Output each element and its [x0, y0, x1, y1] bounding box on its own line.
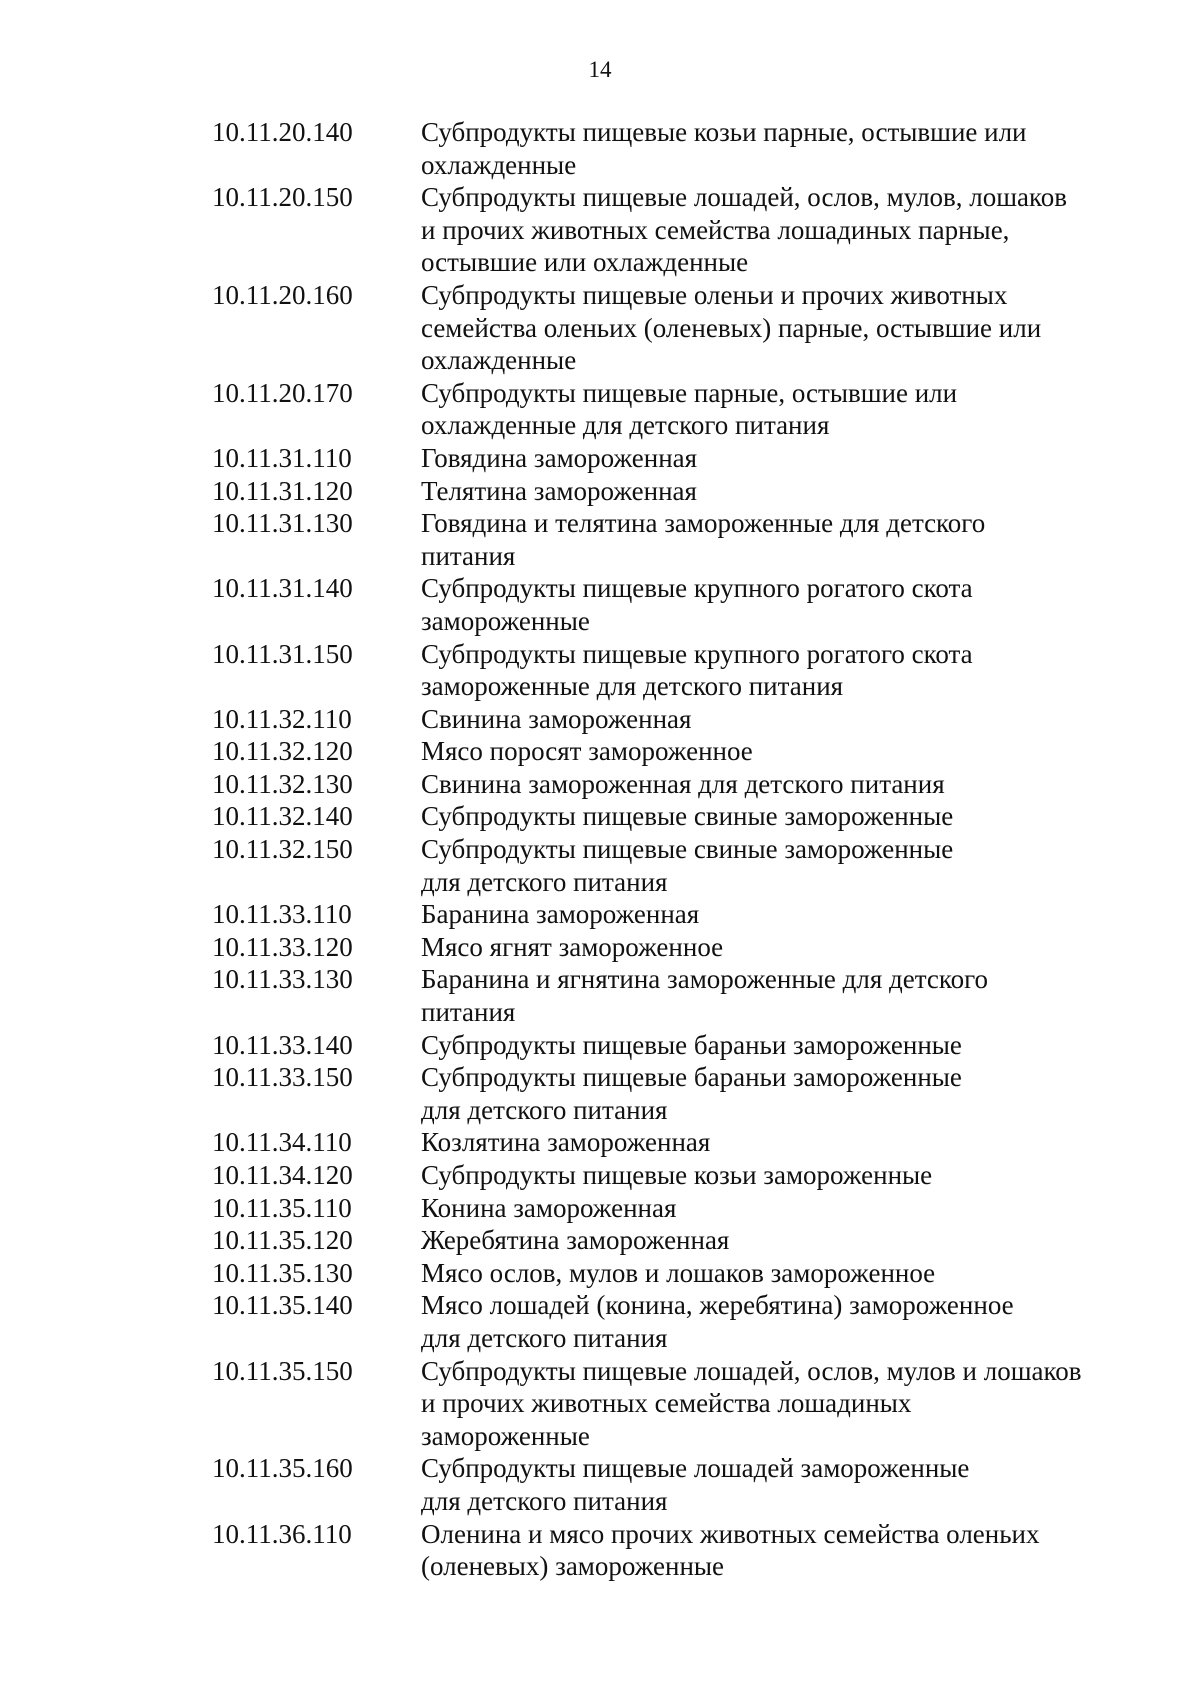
product-description [421, 931, 1141, 964]
product-description [421, 898, 1141, 931]
description-line: охлажденные [421, 149, 577, 180]
product-code: 10.11.33.150 [212, 1062, 353, 1093]
description-line: Субпродукты пищевые лошадей замороженные [421, 1453, 970, 1484]
description-line: Говядина и телятина замороженные для детского [421, 508, 986, 539]
product-code: 10.11.20.150 [212, 182, 353, 213]
product-description [421, 1224, 1141, 1257]
product-description [421, 638, 1141, 703]
description-line: Мясо ягнят замороженное [421, 931, 724, 962]
description-line: Баранина и ягнятина замороженные для детского [421, 964, 989, 995]
description-line: и прочих животных семейства лошадиных [421, 1388, 912, 1419]
product-code: 10.11.35.150 [212, 1355, 353, 1386]
description-line: Мясо ослов, мулов и лошаков замороженное [421, 1257, 936, 1288]
description-line: Свинина замороженная для детского питания [421, 768, 945, 799]
product-code: 10.11.35.110 [212, 1192, 352, 1223]
description-line: Субпродукты пищевые парные, остывшие или [421, 377, 958, 408]
product-description [421, 1159, 1141, 1192]
list-item [0, 1159, 1200, 1192]
description-line: для детского питания [421, 1094, 668, 1125]
product-description [421, 181, 1141, 279]
list-item [0, 181, 1200, 279]
product-description [421, 1029, 1141, 1062]
product-code: 10.11.32.120 [212, 736, 353, 767]
list-item [0, 931, 1200, 964]
product-code: 10.11.35.120 [212, 1225, 353, 1256]
description-line: замороженные [421, 605, 590, 636]
product-description [421, 1289, 1141, 1354]
description-line: семейства оленьих (оленевых) парные, остывшие или [421, 312, 1042, 343]
product-code: 10.11.31.150 [212, 638, 353, 669]
description-line: замороженные для детского питания [421, 671, 844, 702]
description-line: охлажденные для детского питания [421, 410, 830, 441]
description-line: Жеребятина замороженная [421, 1225, 730, 1256]
list-item [0, 572, 1200, 637]
product-description [421, 1257, 1141, 1290]
product-code: 10.11.31.140 [212, 573, 353, 604]
product-code: 10.11.34.110 [212, 1127, 352, 1158]
list-item [0, 1257, 1200, 1290]
list-item [0, 1289, 1200, 1354]
description-line: Субпродукты пищевые крупного рогатого скота [421, 638, 973, 669]
product-description [421, 1192, 1141, 1225]
product-code: 10.11.31.120 [212, 475, 353, 506]
list-item [0, 768, 1200, 801]
product-code: 10.11.35.140 [212, 1290, 353, 1321]
product-code: 10.11.35.160 [212, 1453, 353, 1484]
description-line: для детского питания [421, 866, 668, 897]
description-line: Субпродукты пищевые лошадей, ослов, мулов, лошаков [421, 182, 1068, 213]
product-description [421, 442, 1141, 475]
list-item [0, 1224, 1200, 1257]
description-line: питания [421, 540, 516, 571]
product-code: 10.11.34.120 [212, 1160, 353, 1190]
description-line: Субпродукты пищевые крупного рогатого скота [421, 573, 973, 604]
product-code: 10.11.20.140 [212, 117, 353, 147]
list-item [0, 116, 1200, 181]
description-line: Субпродукты пищевые свиные замороженные [421, 834, 954, 865]
product-code: 10.11.36.110 [212, 1518, 352, 1549]
list-item [0, 1029, 1200, 1062]
product-description [421, 1355, 1141, 1453]
page-number: 14 [588, 57, 612, 82]
description-line: Оленина и мясо прочих животных семейства оленьих [421, 1518, 1040, 1549]
description-line: Субпродукты пищевые козьи парные, остывшие или [421, 117, 1027, 147]
list-item [0, 1452, 1200, 1517]
description-line: Телятина замороженная [421, 475, 697, 506]
description-line: Козлятина замороженная [421, 1127, 711, 1158]
product-code: 10.11.33.120 [212, 931, 353, 962]
product-code: 10.11.35.130 [212, 1257, 353, 1288]
description-line: Мясо поросят замороженное [421, 736, 753, 767]
product-description [421, 1061, 1141, 1126]
list-item [0, 800, 1200, 833]
description-line: (оленевых) замороженные [421, 1551, 725, 1582]
description-line: Субпродукты пищевые бараньи замороженные [421, 1062, 962, 1093]
list-item [0, 1192, 1200, 1225]
description-line: Мясо лошадей (конина, жеребятина) замороженное [421, 1290, 1014, 1321]
description-line: и прочих животных семейства лошадиных парные, [421, 214, 1010, 245]
description-line: Субпродукты пищевые свиные замороженные [421, 801, 954, 832]
product-description [421, 768, 1141, 801]
description-line: Говядина замороженная [421, 442, 698, 473]
product-description [421, 703, 1141, 736]
list-item [0, 638, 1200, 703]
description-line: остывшие или охлажденные [421, 247, 749, 278]
product-code: 10.11.20.170 [212, 377, 353, 408]
list-item [0, 1126, 1200, 1159]
product-code: 10.11.31.110 [212, 442, 352, 473]
product-code: 10.11.20.160 [212, 279, 353, 310]
description-line: для детского питания [421, 1322, 668, 1353]
product-description [421, 735, 1141, 768]
list-item [0, 442, 1200, 475]
product-code: 10.11.31.130 [212, 508, 353, 539]
list-item [0, 898, 1200, 931]
list-item [0, 475, 1200, 508]
list-item [0, 963, 1200, 1028]
product-description [421, 475, 1141, 508]
product-code: 10.11.32.140 [212, 801, 353, 832]
list-item [0, 1518, 1200, 1583]
classification-list [0, 116, 1200, 1583]
product-code: 10.11.33.110 [212, 899, 352, 930]
product-description [421, 377, 1141, 442]
description-line: охлажденные [421, 345, 577, 376]
product-description [421, 572, 1141, 637]
product-description [421, 800, 1141, 833]
product-code: 10.11.32.150 [212, 834, 353, 865]
description-line: Субпродукты пищевые оленьи и прочих животных [421, 279, 1008, 310]
description-line: Субпродукты пищевые козьи замороженные [421, 1160, 933, 1190]
description-line: Субпродукты пищевые лошадей, ослов, мулов и лошаков [421, 1355, 1082, 1386]
product-code: 10.11.33.130 [212, 964, 353, 995]
product-code: 10.11.32.130 [212, 768, 353, 799]
product-description [421, 833, 1141, 898]
product-code: 10.11.33.140 [212, 1029, 353, 1060]
description-line: Конина замороженная [421, 1192, 677, 1223]
list-item [0, 735, 1200, 768]
list-item [0, 507, 1200, 572]
description-line: питания [421, 997, 516, 1028]
description-line: Субпродукты пищевые бараньи замороженные [421, 1029, 962, 1060]
list-item [0, 377, 1200, 442]
list-item [0, 279, 1200, 377]
list-item [0, 833, 1200, 898]
product-description [421, 507, 1141, 572]
list-item [0, 1061, 1200, 1126]
list-item [0, 703, 1200, 736]
list-item [0, 1355, 1200, 1453]
description-line: замороженные [421, 1420, 590, 1451]
description-line: для детского питания [421, 1485, 668, 1516]
product-description [421, 1518, 1141, 1583]
description-line: Свинина замороженная [421, 703, 692, 734]
product-description [421, 279, 1141, 377]
product-description [421, 1452, 1141, 1517]
product-code: 10.11.32.110 [212, 703, 352, 734]
product-description [421, 963, 1141, 1028]
product-description [421, 1126, 1141, 1159]
product-description [421, 116, 1141, 181]
description-line: Баранина замороженная [421, 899, 700, 930]
